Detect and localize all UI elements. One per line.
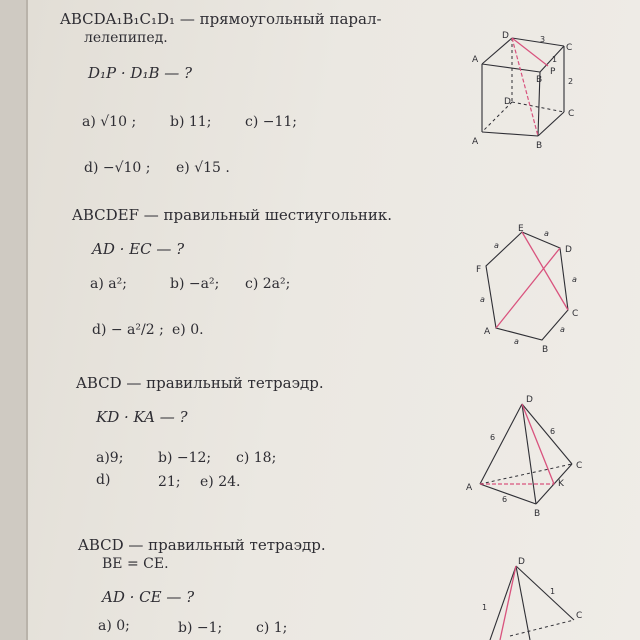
problem-7-option-c: c) −11; [245, 114, 298, 130]
label-p: P [550, 67, 556, 77]
label-a: A [484, 327, 491, 337]
label-b: B [534, 509, 541, 518]
problem-7-title: ABCDA₁B₁C₁D₁ — прямоугольный парал- [60, 10, 382, 28]
label-e: E [518, 224, 524, 234]
problem-8-expression: AD · EC — ? [92, 240, 185, 258]
label-d: D [504, 97, 511, 107]
side-a: a [480, 295, 485, 304]
hexagon-figure [470, 222, 590, 358]
tetrahedron-figure-2 [470, 552, 600, 640]
problem-7-expression: D₁P · D₁B — ? [88, 64, 193, 82]
edge-1: 1 [552, 55, 558, 64]
label-a: A [466, 483, 473, 493]
page-edge [26, 0, 28, 640]
label-c: C [572, 309, 579, 319]
problem-8-option-c: c) 2a²; [245, 276, 291, 292]
edge-6: 6 [502, 495, 508, 504]
edge-6: 6 [550, 427, 556, 436]
label-c: C [576, 611, 583, 621]
problem-9-option-e: e) 24. [200, 474, 241, 490]
label-d1: D [502, 31, 509, 41]
problem-10-title: ABCD — правильный тетраэдр. [78, 536, 326, 554]
side-a: a [494, 241, 499, 250]
edge-3: 3 [540, 35, 546, 44]
label-b: B [536, 141, 543, 151]
problem-9-option-d: d) [96, 472, 111, 488]
problem-10-option-c: c) 1; [256, 620, 288, 636]
problem-7-option-e: e) √15 . [176, 160, 230, 176]
problem-9-option-b: b) −12; [158, 450, 212, 466]
problem-10-expression: AD · CE — ? [102, 588, 195, 606]
problem-9-option-c: c) 18; [236, 450, 277, 466]
problem-8-option-b: b) −a²; [170, 276, 220, 292]
problem-8-option-a: a) a²; [90, 276, 127, 292]
problem-10-option-b: b) −1; [178, 620, 223, 636]
label-a: A [472, 137, 479, 147]
problem-9-expression: KD · KA — ? [96, 408, 188, 426]
problem-7-title-line2: лелепипед. [84, 30, 168, 46]
label-b: B [542, 345, 549, 355]
parallelepiped-figure [460, 28, 600, 156]
problem-9-option-a: a)9; [96, 450, 124, 466]
problem-9-title: ABCD — правильный тетраэдр. [76, 374, 324, 392]
label-c1: C [566, 43, 573, 53]
label-f: F [476, 265, 482, 275]
edge-1: 1 [550, 587, 556, 596]
label-c: C [576, 461, 583, 471]
label-c: C [568, 109, 575, 119]
edge-1: 1 [482, 603, 488, 612]
problem-10-title-line2: BE = CE. [102, 556, 169, 572]
label-b1: B [536, 75, 543, 85]
edge-2: 2 [568, 77, 574, 86]
side-a: a [514, 337, 519, 346]
label-d: D [565, 245, 572, 255]
problem-7-option-b: b) 11; [170, 114, 212, 130]
problem-8-option-d: d) − a²/2 ; [92, 322, 164, 338]
side-a: a [544, 229, 549, 238]
side-a: a [560, 325, 565, 334]
problem-10-option-a: a) 0; [98, 618, 130, 634]
problem-8-title: ABCDEF — правильный шестиугольник. [72, 206, 392, 224]
problem-7-option-a: a) √10 ; [82, 114, 137, 130]
problem-8-option-e: e) 0. [172, 322, 204, 338]
side-a: a [572, 275, 577, 284]
label-d: D [518, 557, 525, 567]
label-k: K [558, 479, 564, 489]
edge-6: 6 [490, 433, 496, 442]
label-a1: A [472, 55, 479, 65]
tetrahedron-figure [460, 390, 600, 518]
problem-7-option-d: d) −√10 ; [84, 160, 151, 176]
problem-9-option-d-value: 21; [158, 474, 181, 490]
label-d: D [526, 395, 533, 405]
